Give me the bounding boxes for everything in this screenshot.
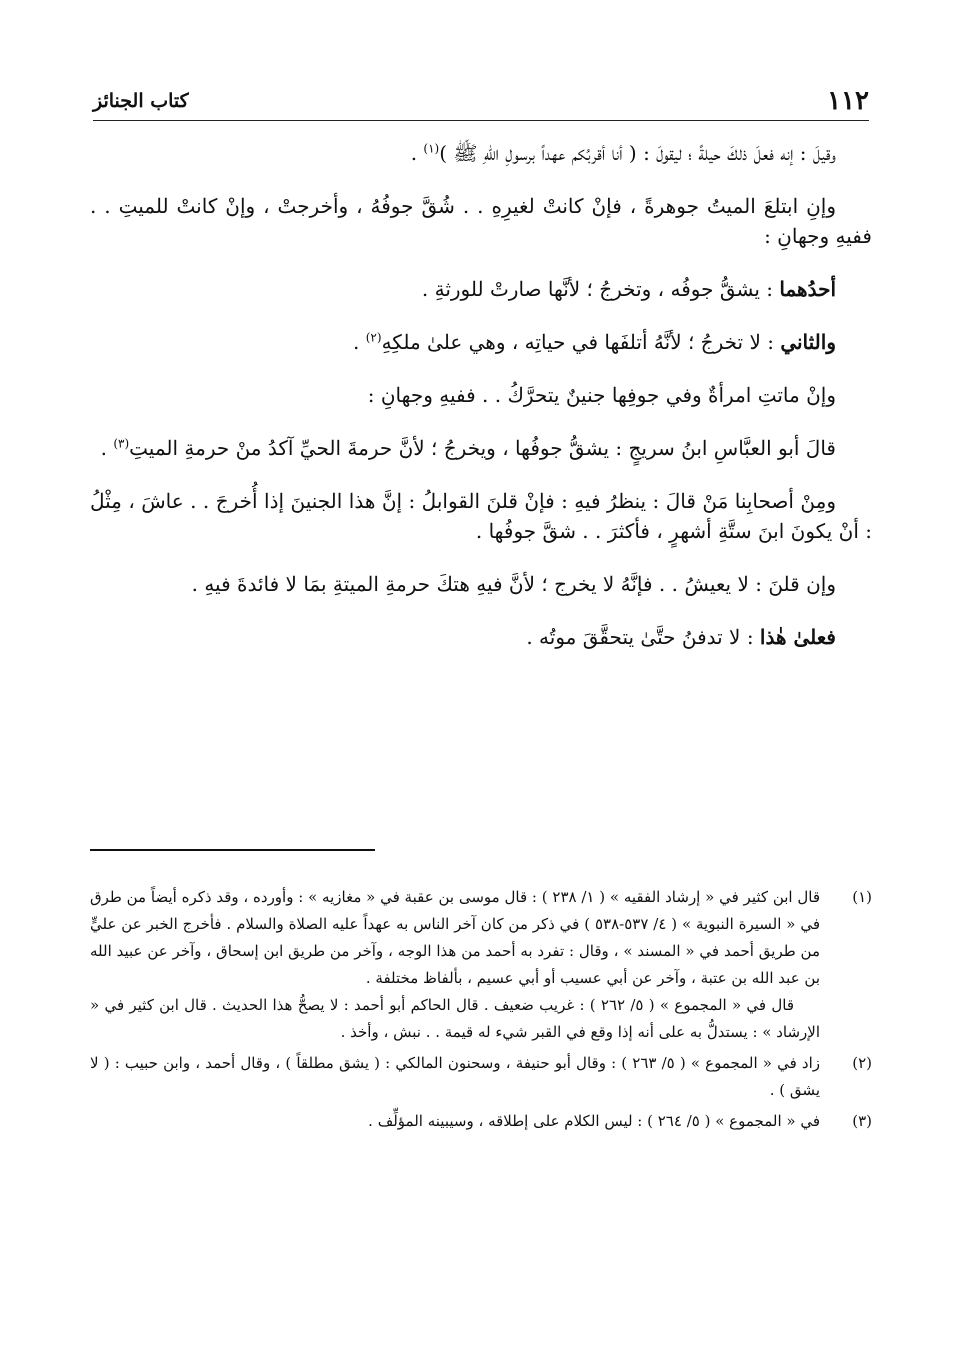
paragraph-text: وقيلَ : إنه فعلَ ذلكَ حيلةً ؛ ليقولَ : ( أنا أقربُكم عهداً برسولِ اللهِ ﷺ )	[439, 141, 836, 165]
footnote-2	[90, 1050, 872, 1104]
paragraph-2	[90, 191, 872, 251]
paragraph-7	[90, 486, 872, 546]
footnote-divider	[90, 849, 375, 851]
paragraph-text: : لا تخرجُ ؛ لأنَّهُ أتلفَها في حياتِه ، وهي علىٰ ملكِهِ	[381, 330, 781, 354]
paragraph-6	[90, 433, 872, 463]
paragraph-lead: فعلىٰ هٰذا	[759, 625, 836, 649]
footnote-number: (٣)	[852, 1112, 872, 1130]
paragraph-9	[90, 622, 872, 652]
footnote-3	[90, 1108, 872, 1135]
paragraph-lead: والثاني	[780, 330, 836, 354]
paragraph-3	[90, 274, 872, 304]
footnote-1	[90, 884, 872, 1046]
paragraph-end: .	[100, 436, 114, 460]
paragraph-text: وإن قلنَ : لا يعيشُ . . فإنَّهُ لا يخرج ؛ لأنَّ فيهِ هتكَ حرمةِ الميتةِ بمَا لا فائدةَ فيهِ .	[191, 572, 836, 596]
page-header	[93, 86, 869, 121]
footnote-ref-3[interactable]: (٣)	[113, 436, 130, 451]
footnote-ref-2[interactable]: (٢)	[365, 330, 382, 345]
footnote-number: (١)	[852, 888, 872, 906]
paragraph-end: .	[353, 330, 366, 354]
footnote-text: زاد في « المجموع » ( ٥/ ٢٦٣ ) : وقال أبو حنيفة ، وسحنون المالكي : ( يشق مطلقاً ) ، وقال أحمد ، وابن حبيب : ( لا يشق ) .	[90, 1054, 821, 1099]
footnote-text: في « المجموع » ( ٥/ ٢٦٤ ) : ليس الكلام على إطلاقه ، وسيبينه المؤلِّف .	[368, 1112, 820, 1130]
footnotes	[90, 884, 872, 1139]
footnote-ref-1[interactable]: (١)	[423, 141, 440, 156]
paragraph-text: : يشقُّ جوفُه ، وتخرجُ ؛ لأنَّها صارتْ للورثةِ .	[421, 277, 780, 301]
main-text	[90, 138, 872, 675]
page-number: ١١٢	[827, 86, 869, 116]
paragraph-8	[90, 569, 872, 599]
paragraph-end: .	[410, 141, 424, 165]
running-title: كتاب الجنائز	[93, 90, 189, 112]
paragraph-4	[90, 327, 872, 357]
paragraph-lead: أحدُهما	[779, 277, 836, 301]
paragraph-text: قالَ أبو العبَّاسِ ابنُ سريجٍ : يشقُّ جوفُها ، ويخرجُ ؛ لأنَّ حرمةَ الحيِّ آكدُ منْ حرمةِ الميتِ	[129, 436, 836, 460]
paragraph-text: ومِنْ أصحابِنا مَنْ قالَ : ينظرُ فيهِ : فإنْ قلنَ القوابلُ : إنَّ هذا الجنينَ إذا أُخرجَ . . عاشَ ، مِثْلُ : أنْ يكونَ ابنَ ستَّةِ أشهرٍ ، فأكثرَ . . شقَّ جوفُها .	[90, 489, 872, 543]
paragraph-1	[90, 138, 872, 168]
footnote-number: (٢)	[852, 1054, 872, 1072]
paragraph-text: وإنِ ابتلعَ الميتُ جوهرةً ، فإنْ كانتْ لغيرِهِ . . شُقَّ جوفُهُ ، وأخرجتْ ، وإنْ كانتْ للميتِ . . ففيهِ وجهانِ :	[90, 194, 872, 248]
paragraph-text: : لا تدفنُ حتَّىٰ يتحقَّقَ موتُه .	[526, 625, 760, 649]
paragraph-5	[90, 380, 872, 410]
paragraph-text: وإنْ ماتتِ امرأةٌ وفي جوفِها جنينٌ يتحرَّكُ . . ففيهِ وجهانِ :	[367, 383, 836, 407]
footnote-text-continued: قال في « المجموع » ( ٥/ ٢٦٢ ) : غريب ضعيف . قال الحاكم أبو أحمد : لا يصحُّ هذا الحديث . قال ابن كثير في « الإرشاد » : يستدلُّ به على أنه إذا وقع في القبر شيء له قيمة . . نبش ، وأخذ .	[90, 996, 820, 1041]
footnote-text: قال ابن كثير في « إرشاد الفقيه » ( ١/ ٢٣٨ ) : قال موسى بن عقبة في « مغازيه » : وأورده ، وقد ذكره أيضاً من طرق في « السيرة النبوية » ( ٤/ ٥٣٧-٥٣٨ ) في ذكر من كان آخر الناس به عهداً عليه الصلاة والسلام . فأخرج الخبر عن عليٍّ من طريق أحمد في « المسند » ، وقال : تفرد به أحمد من هذا الوجه ، وآخر من طريق ابن إسحاق ، وآخر عن عبيد الله بن عبد الله بن عتبة ، وآخر عن أبي عسيب أو أبي عسيم ، بألفاظ مختلفة .	[90, 888, 821, 987]
